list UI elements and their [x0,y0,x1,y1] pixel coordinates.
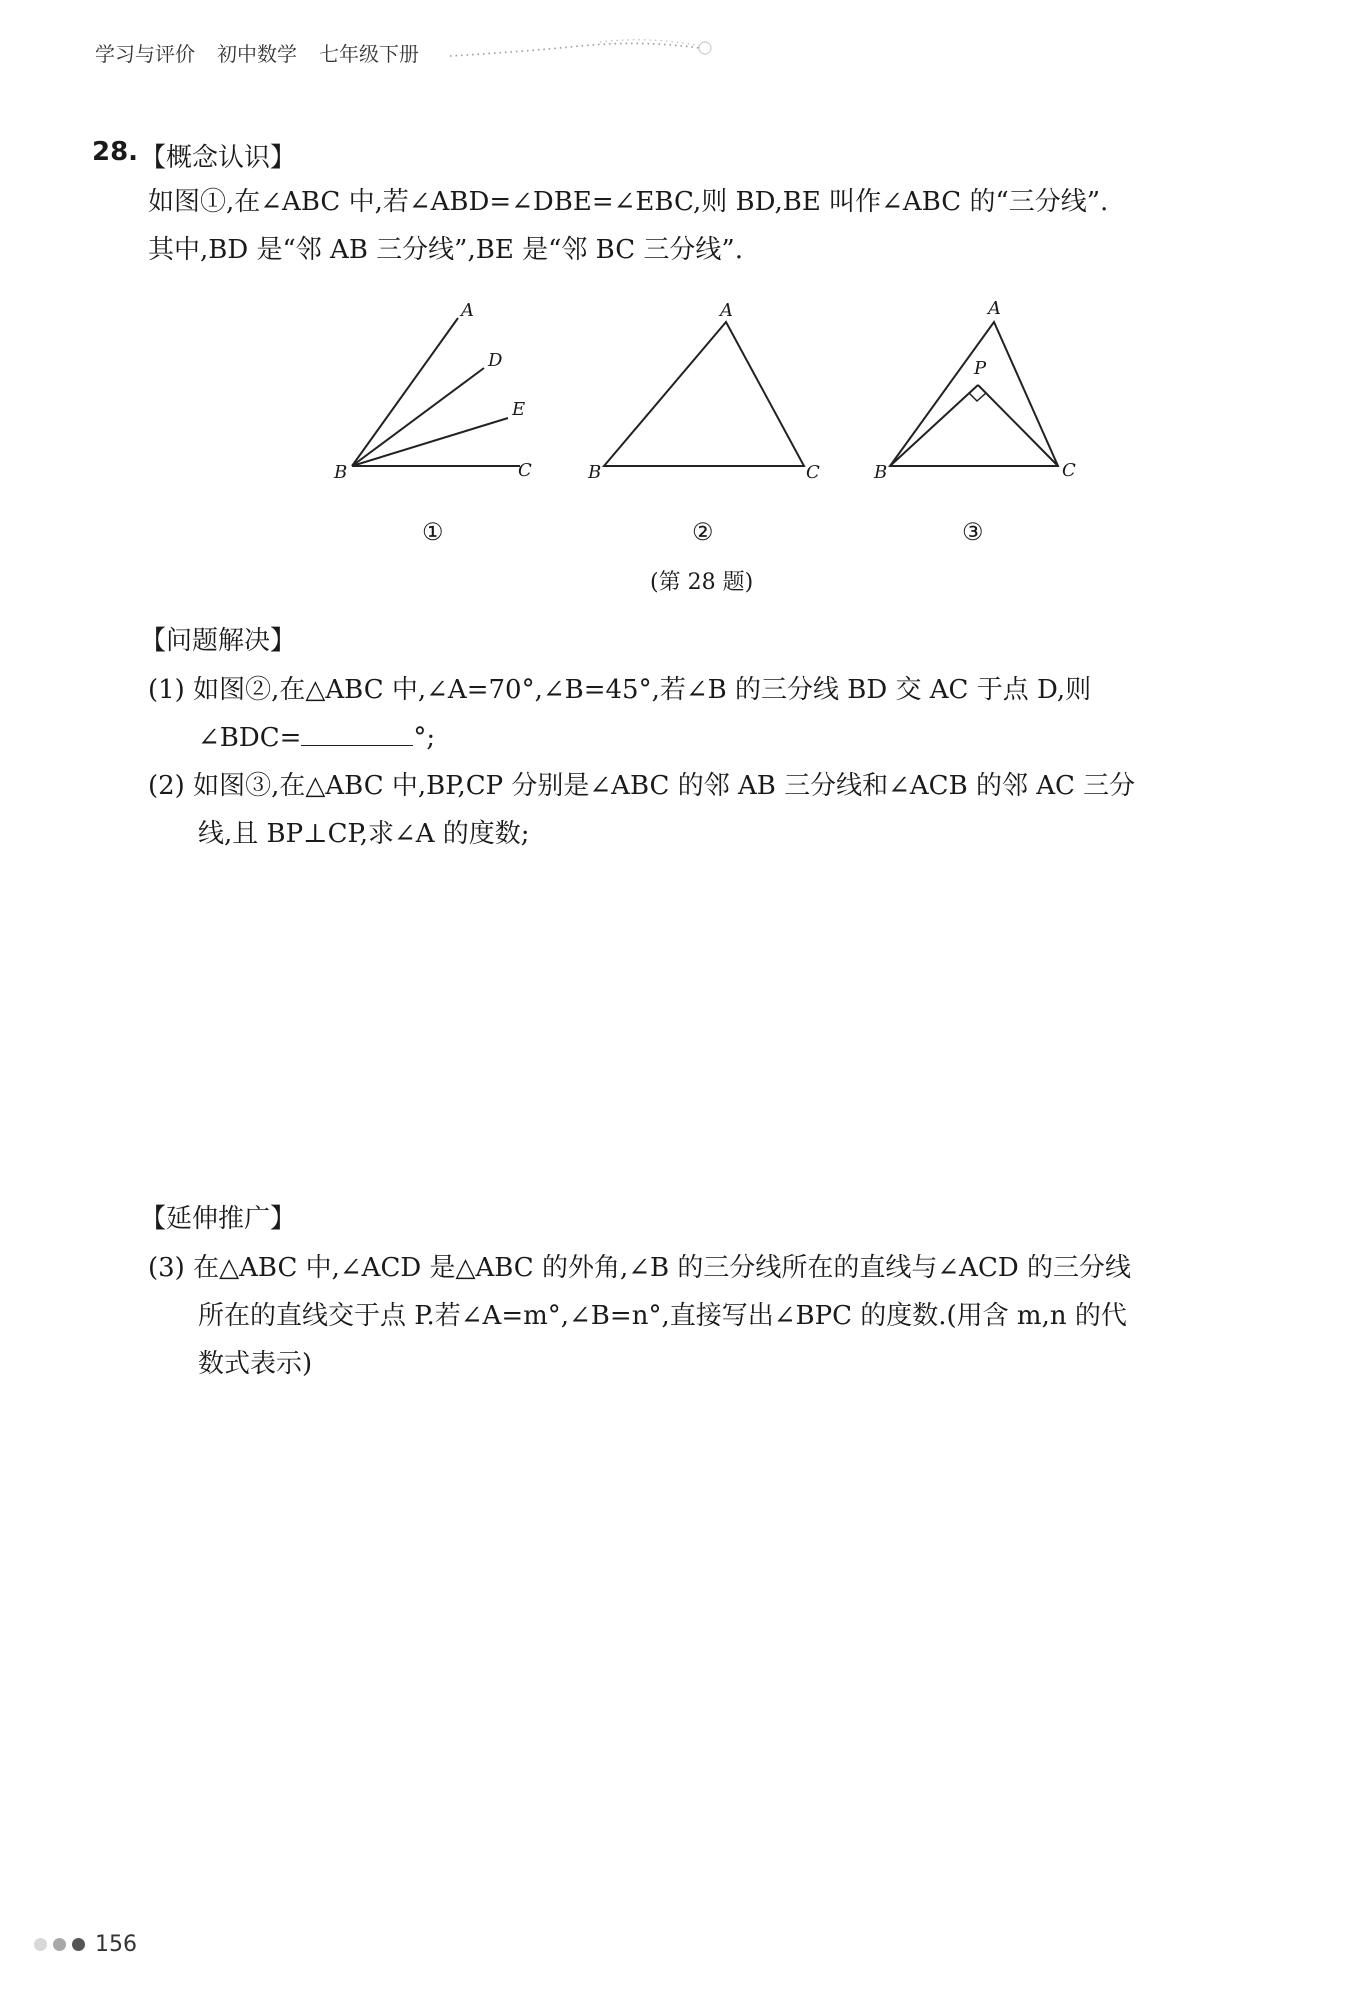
concept-title: 【概念认识】 [140,143,297,173]
fig3-point-a: A [988,298,1001,319]
header-grade: 七年级下册 [319,42,419,66]
footer-dot-dark-icon [72,1938,85,1951]
p3-line-3: 数式表示) [198,1349,313,1379]
fig1-point-b: B [334,462,348,483]
fig1-label: ① [422,518,444,546]
page-number: 156 [95,1932,137,1957]
p1-line-2 [198,714,435,762]
fig1-point-c: C [518,460,532,481]
fig3-point-c: C [1062,460,1076,481]
p3-line-2: 所在的直线交于点 P.若∠A=m°,∠B=n°,直接写出∠BPC 的度数.(用含 m,n 的代 [198,1301,1127,1331]
fig2-point-c: C [806,462,820,483]
fig1-point-e: E [512,399,526,420]
question-number: 28. [92,137,139,167]
p1-degree-suffix: °; [413,723,436,753]
concept-line-2: 其中,BD 是“邻 AB 三分线”,BE 是“邻 BC 三分线”. [148,235,743,265]
p3-line-1: (3) 在△ABC 中,∠ACD 是△ABC 的外角,∠B 的三分线所在的直线与∠ACD 的三分线 [148,1253,1131,1283]
header-book: 学习与评价 [95,42,195,66]
footer-dot-mid-icon [53,1938,66,1951]
fig3-point-p: P [974,358,987,379]
p2-line-2: 线,且 BP⊥CP,求∠A 的度数; [198,819,530,849]
figure-area [0,0,1350,560]
problem-title: 【问题解决】 [140,626,297,656]
header-subject: 初中数学 [217,42,297,66]
fig3-point-b: B [874,462,888,483]
fig2-point-b: B [588,462,602,483]
extension-title: 【延伸推广】 [140,1204,297,1234]
p1-line-1: (1) 如图②,在△ABC 中,∠A=70°,∠B=45°,若∠B 的三分线 BD 交 AC 于点 D,则 [148,675,1092,705]
p2-line-1: (2) 如图③,在△ABC 中,BP,CP 分别是∠ABC 的邻 AB 三分线和∠ACB 的邻 AC 三分 [148,771,1136,801]
fig3-label: ③ [962,518,984,546]
answer-blank[interactable] [301,721,413,746]
fig1-point-a: A [461,300,474,321]
fig2-label: ② [692,518,714,546]
footer-dot-light-icon [34,1938,47,1951]
figure-caption: (第 28 题) [650,570,754,595]
p1-angle-bdc: ∠BDC= [198,723,302,753]
page-footer [34,1932,137,1957]
concept-line-1: 如图①,在∠ABC 中,若∠ABD=∠DBE=∠EBC,则 BD,BE 叫作∠ABC 的“三分线”. [148,187,1109,217]
fig1-point-d: D [488,350,503,371]
fig2-point-a: A [720,300,733,321]
